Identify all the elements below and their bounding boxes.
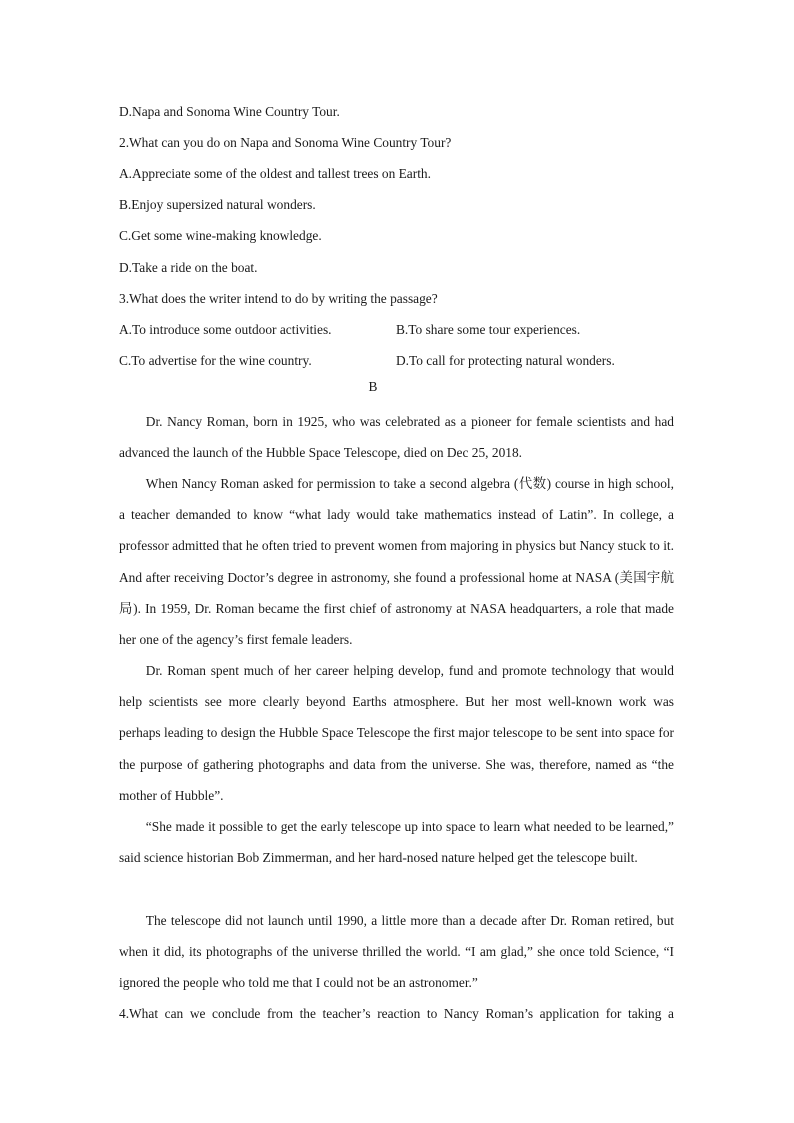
q3-option-d: D.To call for protecting natural wonders. — [396, 353, 615, 368]
q2-stem: 2.What can you do on Napa and Sonoma Wine Country Tour? — [119, 135, 452, 150]
section-b-heading: B — [368, 379, 378, 394]
passage-paragraph: When Nancy Roman asked for permission to take a second algebra (代数) course in high school, a teacher demanded to know “what lady would take mathematics instead of Latin”. In college, a professor admitted that he often tried to prevent women from majoring in physics but Nancy stuck to it. And after receiving Doctor’s degree in astronomy, she found a professional home at NASA (美国宇航局). In 1959, Dr. Roman became the first chief of astronomy at NASA headquarters, a role that made her one of the agency’s first female leaders. — [119, 476, 674, 648]
passage-paragraph: “She made it possible to get the early telescope up into space to learn what needed to be learned,” said science historian Bob Zimmerman, and her hard-nosed nature helped get the telescope built. — [119, 819, 674, 866]
passage-paragraph: The telescope did not launch until 1990, a little more than a decade after Dr. Roman retired, but when it did, its photographs of the universe thrilled the world. “I am glad,” she once told Science, “I ignored the people who told me that I could not be an astronomer.” — [119, 913, 674, 991]
q4-stem: 4.What can we conclude from the teacher’s reaction to Nancy Roman’s application for taking a — [119, 1006, 674, 1021]
q2-option-b: B.Enjoy supersized natural wonders. — [119, 197, 316, 212]
q3-option-c: C.To advertise for the wine country. — [119, 353, 312, 368]
q3-option-b: B.To share some tour experiences. — [396, 322, 581, 337]
q2-option-d: D.Take a ride on the boat. — [119, 260, 258, 275]
passage-paragraph: Dr. Nancy Roman, born in 1925, who was celebrated as a pioneer for female scientists and had advanced the launch of the Hubble Space Telescope, died on Dec 25, 2018. — [119, 414, 674, 461]
q2-option-a: A.Appreciate some of the oldest and tallest trees on Earth. — [119, 166, 431, 181]
q3-option-a: A.To introduce some outdoor activities. — [119, 322, 332, 337]
q1-option-d: D.Napa and Sonoma Wine Country Tour. — [119, 104, 340, 119]
q2-option-c: C.Get some wine-making knowledge. — [119, 228, 322, 243]
passage-paragraph: Dr. Roman spent much of her career helping develop, fund and promote technology that would help scientists see more clearly beyond Earths atmosphere. But her most well-known work was perhaps leading to design the Hubble Space Telescope the first major telescope to be sent into space for the purpose of gathering photographs and data from the universe. She was, therefore, named as “the mother of Hubble”. — [119, 663, 674, 803]
q3-stem: 3.What does the writer intend to do by writing the passage? — [119, 291, 438, 306]
